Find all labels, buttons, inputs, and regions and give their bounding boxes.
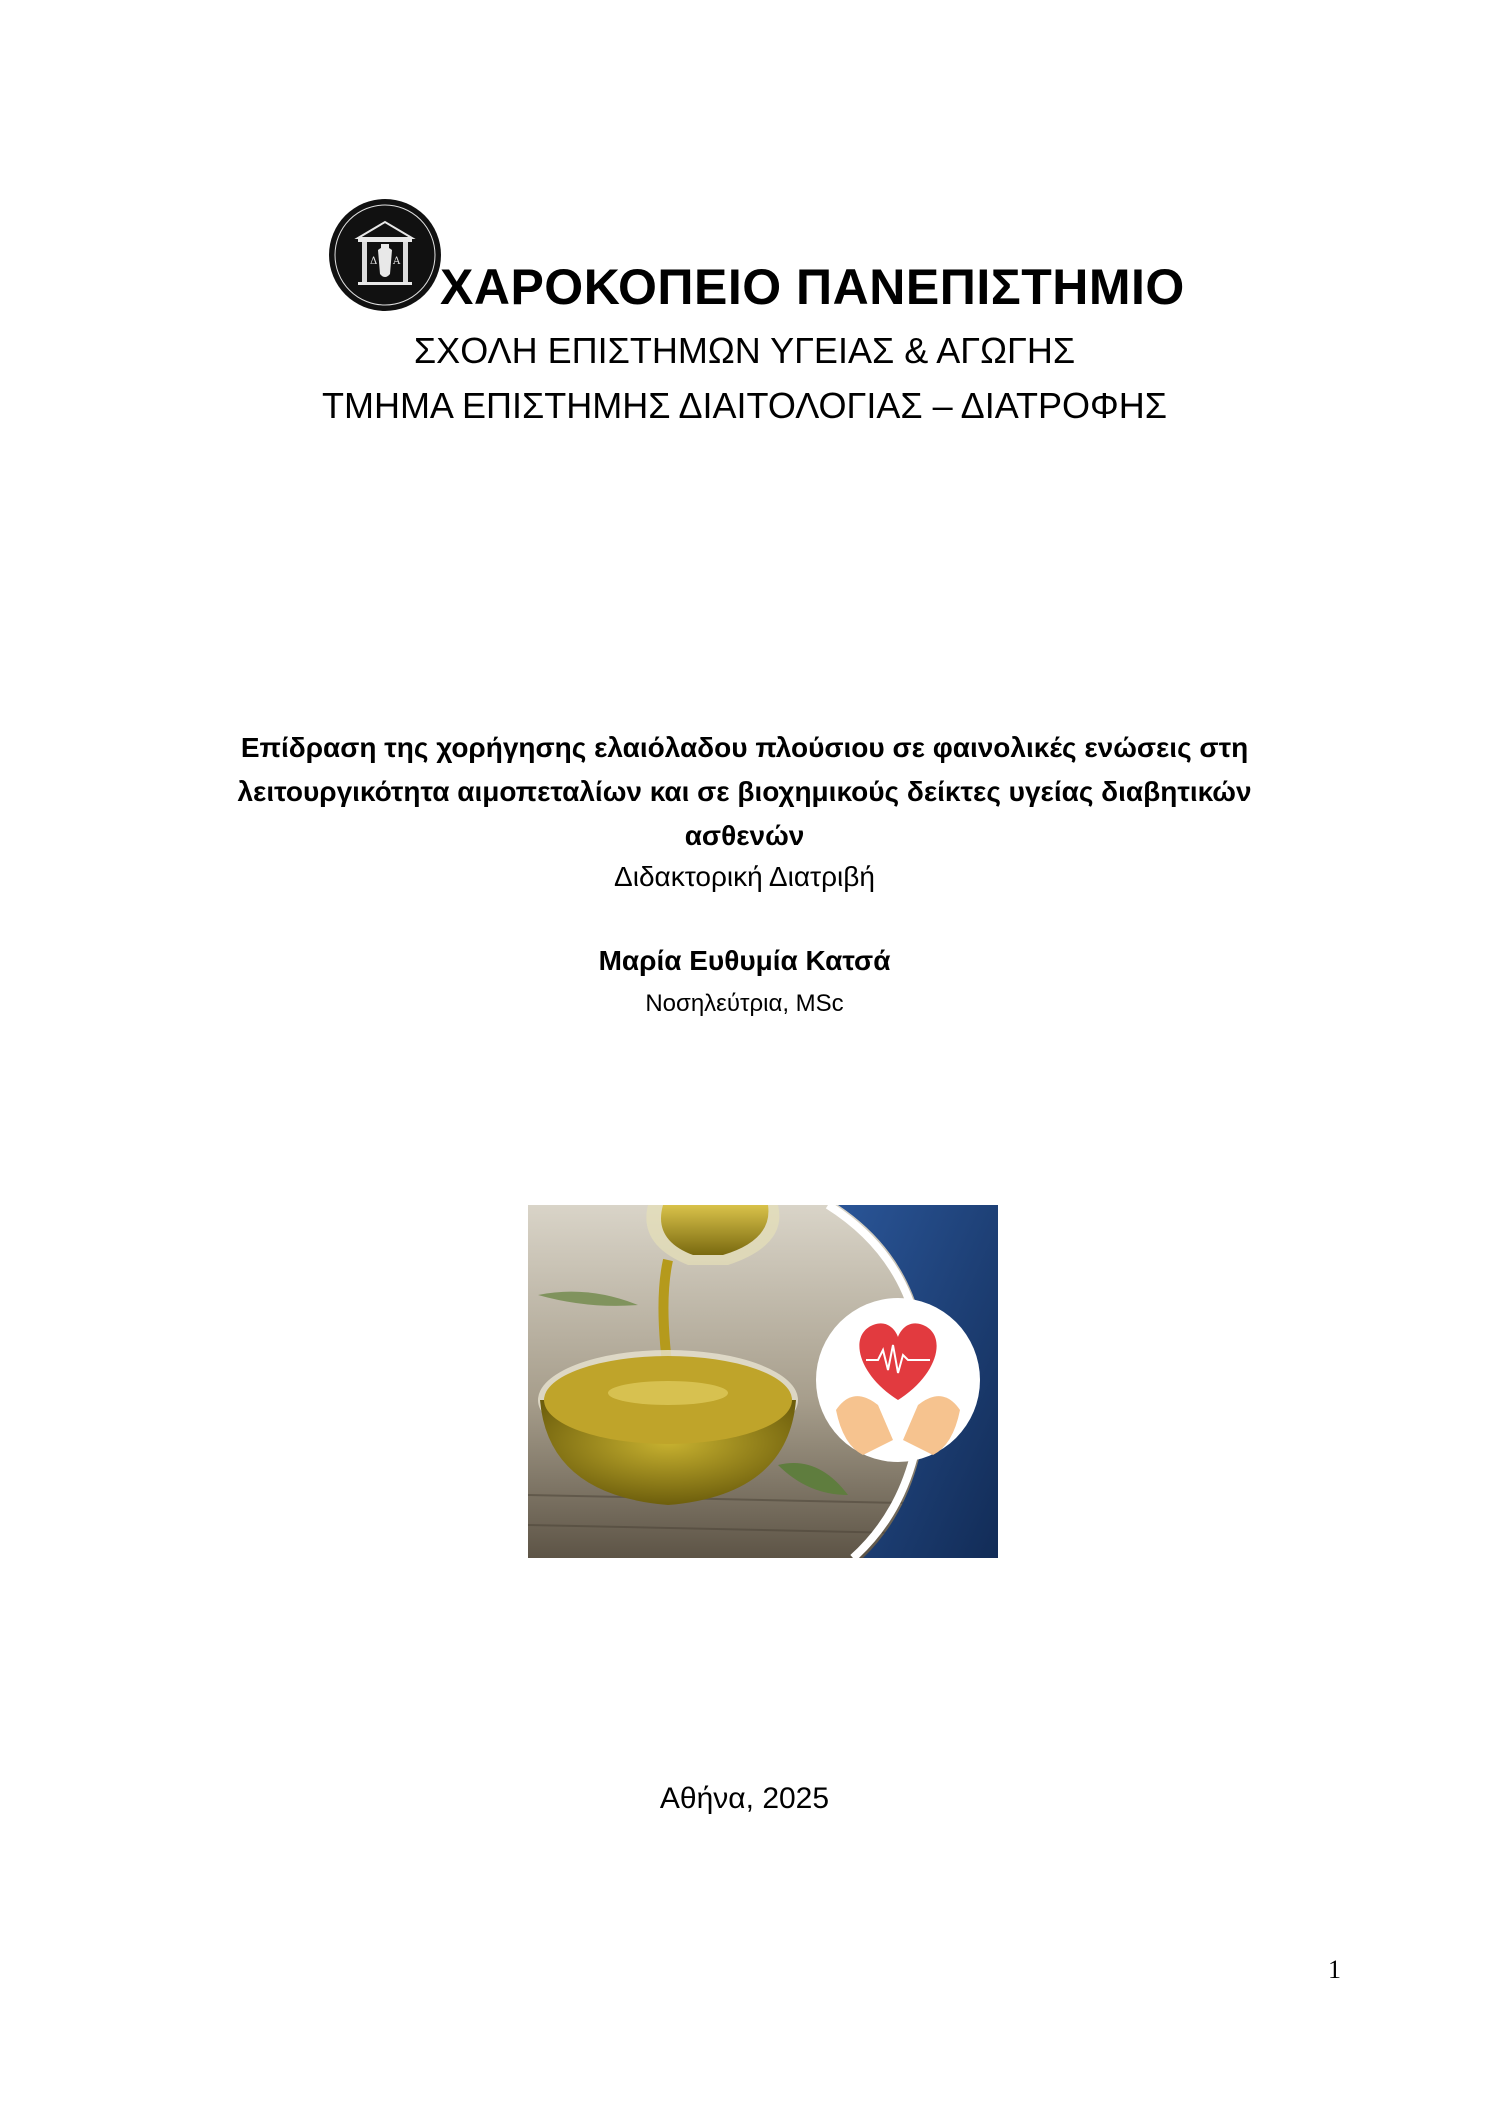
thesis-title-line: ασθενών bbox=[684, 820, 805, 851]
author-name: Μαρία Ευθυμία Κατσά bbox=[598, 945, 891, 976]
department-name: ΤΜΗΜΑ ΕΠΙΣΤΗΜΗΣ ΔΙΑΙΤΟΛΟΓΙΑΣ – ΔΙΑΤΡΟΦΗΣ bbox=[321, 385, 1168, 426]
school-name: ΣΧΟΛΗ ΕΠΙΣΤΗΜΩΝ ΥΓΕΙΑΣ & ΑΓΩΓΗΣ bbox=[413, 330, 1076, 371]
author-role: Νοσηλεύτρια, MSc bbox=[645, 990, 844, 1017]
thesis-title-line: Επίδραση της χορήγησης ελαιόλαδου πλούσιου σε φαινολικές ενώσεις στη bbox=[240, 732, 1249, 763]
svg-text:Α: Α bbox=[393, 256, 401, 267]
svg-text:Δ: Δ bbox=[370, 256, 378, 267]
thesis-title bbox=[180, 726, 1309, 858]
university-name: ΧΑΡΟΚΟΠΕΙΟ ΠΑΝΕΠΙΣΤΗΜΙΟ bbox=[440, 259, 1185, 315]
cover-image bbox=[528, 1205, 998, 1558]
place-and-date: Αθήνα, 2025 bbox=[659, 1782, 830, 1815]
university-seal-icon bbox=[328, 198, 442, 312]
thesis-title-line: λειτουργικότητα αιμοπεταλίων και σε βιοχημικούς δείκτες υγείας διαβητικών bbox=[237, 776, 1252, 807]
page-number: 1 bbox=[1328, 1955, 1341, 1984]
document-type: Διδακτορική Διατριβή bbox=[614, 861, 875, 892]
